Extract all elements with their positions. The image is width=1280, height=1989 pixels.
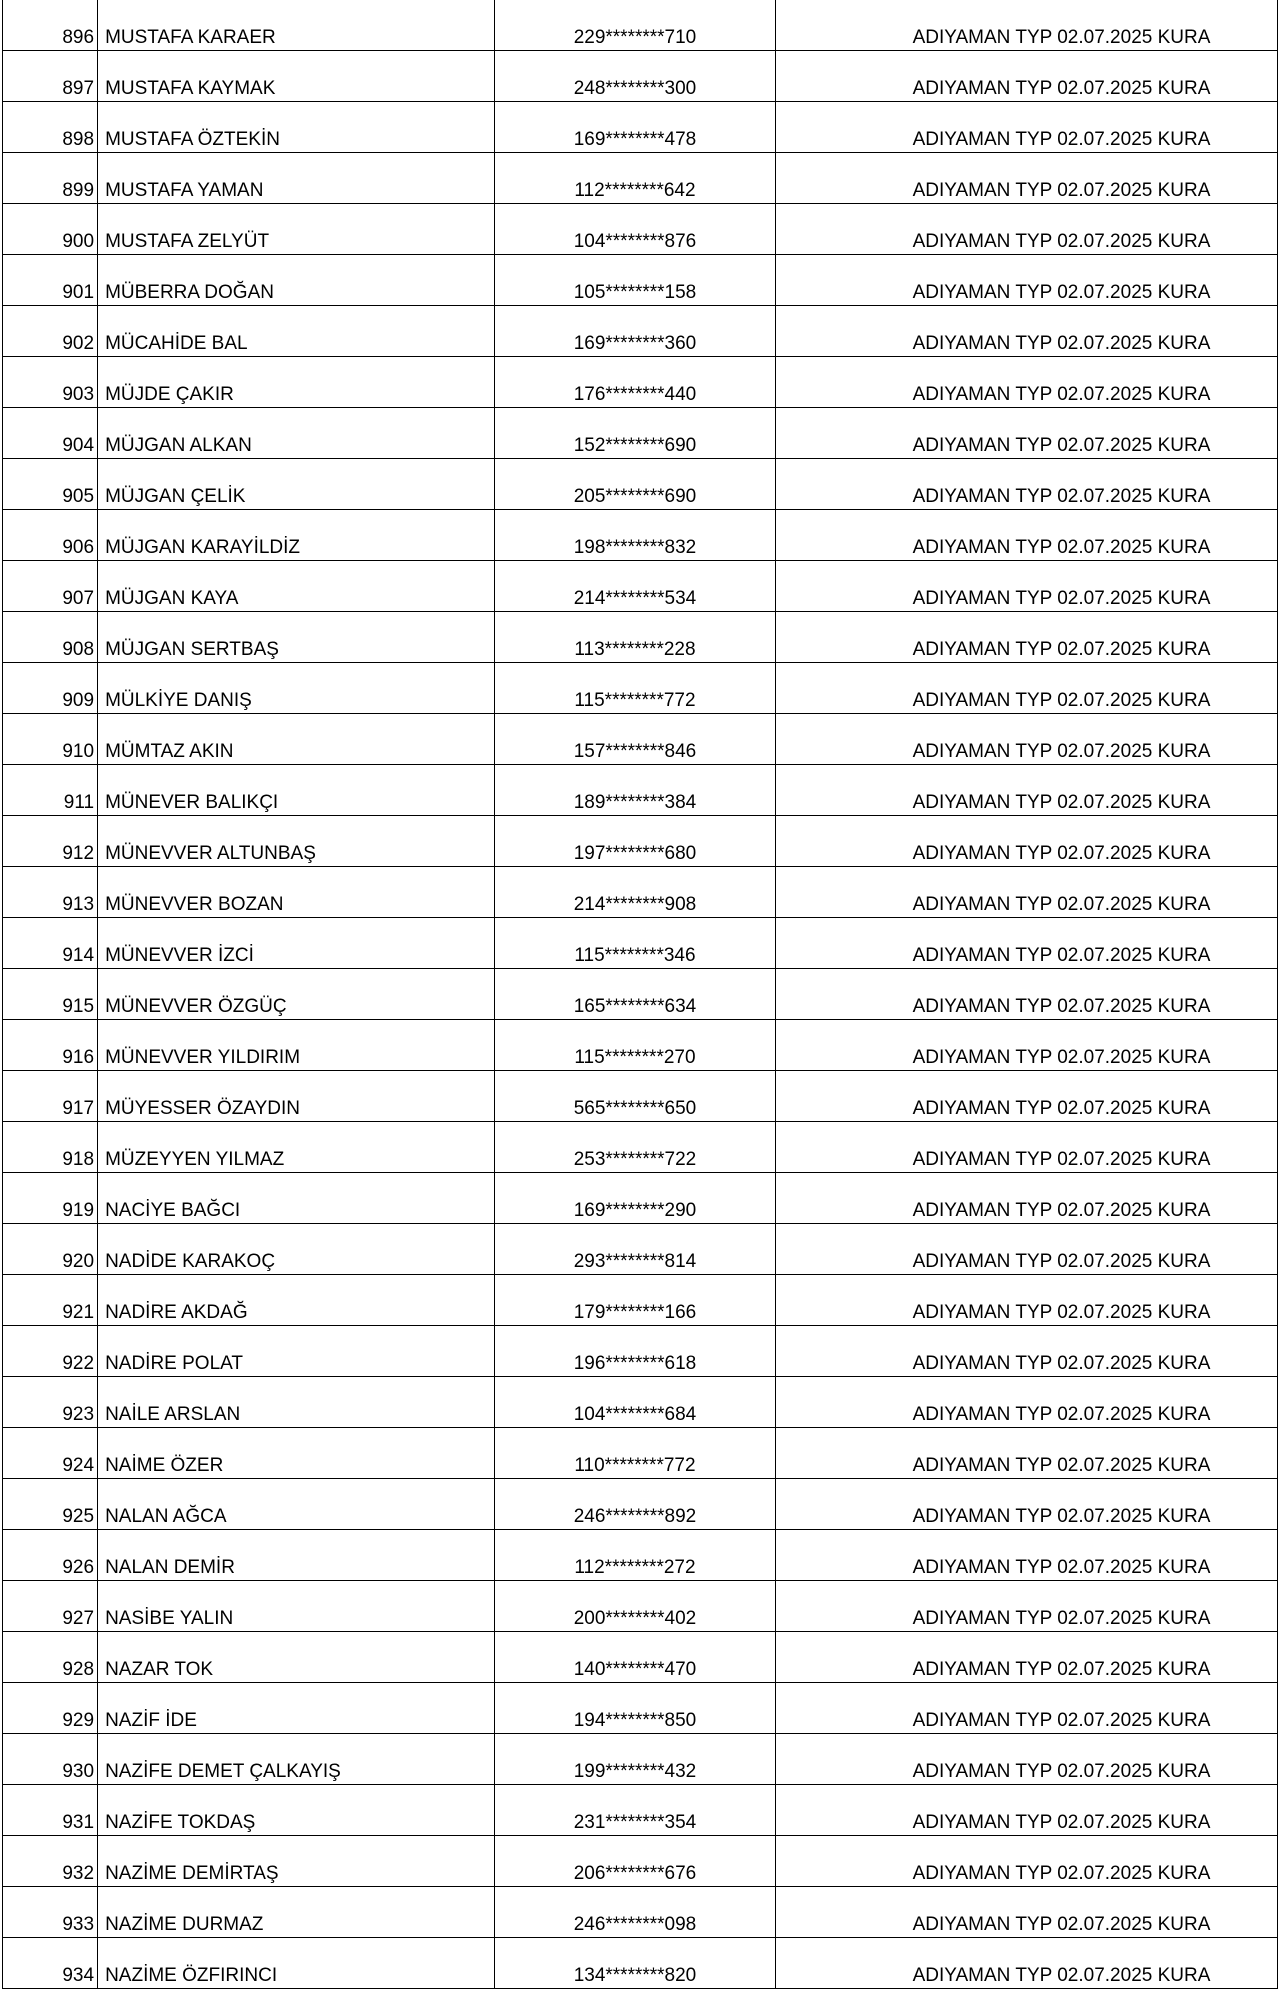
table-row: [3, 357, 1278, 408]
full-name-cell: NAİME ÖZER: [98, 1428, 495, 1479]
row-number-cell: 919: [3, 1173, 98, 1224]
table-row: [3, 1020, 1278, 1071]
table-row: [3, 306, 1278, 357]
table-row: [3, 0, 1278, 51]
list-name-cell: ADIYAMAN TYP 02.07.2025 KURA: [775, 969, 1277, 1020]
row-number-cell: 899: [3, 153, 98, 204]
masked-id-cell: 206********676: [495, 1836, 775, 1887]
table-row: [3, 1428, 1278, 1479]
table-row: [3, 561, 1278, 612]
list-name-cell: ADIYAMAN TYP 02.07.2025 KURA: [775, 765, 1277, 816]
table-row: [3, 153, 1278, 204]
result-table: [2, 0, 1278, 1989]
table-row: [3, 1224, 1278, 1275]
table-row: [3, 1887, 1278, 1938]
table-row: [3, 612, 1278, 663]
row-number-cell: 910: [3, 714, 98, 765]
list-name-cell: ADIYAMAN TYP 02.07.2025 KURA: [775, 0, 1277, 51]
row-number-cell: 920: [3, 1224, 98, 1275]
full-name-cell: NAZİME DURMAZ: [98, 1887, 495, 1938]
full-name-cell: MÜCAHİDE BAL: [98, 306, 495, 357]
table-row: [3, 663, 1278, 714]
table-row: [3, 1530, 1278, 1581]
row-number-cell: 900: [3, 204, 98, 255]
masked-id-cell: 115********270: [495, 1020, 775, 1071]
full-name-cell: MUSTAFA ÖZTEKİN: [98, 102, 495, 153]
row-number-cell: 918: [3, 1122, 98, 1173]
masked-id-cell: 115********772: [495, 663, 775, 714]
row-number-cell: 901: [3, 255, 98, 306]
list-name-cell: ADIYAMAN TYP 02.07.2025 KURA: [775, 306, 1277, 357]
masked-id-cell: 179********166: [495, 1275, 775, 1326]
full-name-cell: NAİLE ARSLAN: [98, 1377, 495, 1428]
masked-id-cell: 293********814: [495, 1224, 775, 1275]
masked-id-cell: 246********892: [495, 1479, 775, 1530]
row-number-cell: 927: [3, 1581, 98, 1632]
list-name-cell: ADIYAMAN TYP 02.07.2025 KURA: [775, 1887, 1277, 1938]
full-name-cell: NACİYE BAĞCI: [98, 1173, 495, 1224]
table-row: [3, 969, 1278, 1020]
full-name-cell: MÜMTAZ AKIN: [98, 714, 495, 765]
table-row: [3, 1071, 1278, 1122]
full-name-cell: NADİRE AKDAĞ: [98, 1275, 495, 1326]
masked-id-cell: 104********876: [495, 204, 775, 255]
full-name-cell: NADİRE POLAT: [98, 1326, 495, 1377]
list-name-cell: ADIYAMAN TYP 02.07.2025 KURA: [775, 1275, 1277, 1326]
table-row: [3, 1683, 1278, 1734]
list-name-cell: ADIYAMAN TYP 02.07.2025 KURA: [775, 1071, 1277, 1122]
masked-id-cell: 231********354: [495, 1785, 775, 1836]
table-row: [3, 1479, 1278, 1530]
row-number-cell: 916: [3, 1020, 98, 1071]
row-number-cell: 904: [3, 408, 98, 459]
masked-id-cell: 196********618: [495, 1326, 775, 1377]
masked-id-cell: 104********684: [495, 1377, 775, 1428]
list-name-cell: ADIYAMAN TYP 02.07.2025 KURA: [775, 1428, 1277, 1479]
masked-id-cell: 112********272: [495, 1530, 775, 1581]
row-number-cell: 905: [3, 459, 98, 510]
masked-id-cell: 248********300: [495, 51, 775, 102]
table-row: [3, 1938, 1278, 1989]
table-row: [3, 1377, 1278, 1428]
list-name-cell: ADIYAMAN TYP 02.07.2025 KURA: [775, 1734, 1277, 1785]
masked-id-cell: 200********402: [495, 1581, 775, 1632]
row-number-cell: 924: [3, 1428, 98, 1479]
full-name-cell: NASİBE YALIN: [98, 1581, 495, 1632]
table-row: [3, 1581, 1278, 1632]
masked-id-cell: 199********432: [495, 1734, 775, 1785]
list-name-cell: ADIYAMAN TYP 02.07.2025 KURA: [775, 1683, 1277, 1734]
list-name-cell: ADIYAMAN TYP 02.07.2025 KURA: [775, 459, 1277, 510]
masked-id-cell: 169********478: [495, 102, 775, 153]
list-name-cell: ADIYAMAN TYP 02.07.2025 KURA: [775, 102, 1277, 153]
row-number-cell: 915: [3, 969, 98, 1020]
row-number-cell: 911: [3, 765, 98, 816]
full-name-cell: NADİDE KARAKOÇ: [98, 1224, 495, 1275]
row-number-cell: 931: [3, 1785, 98, 1836]
list-name-cell: ADIYAMAN TYP 02.07.2025 KURA: [775, 1530, 1277, 1581]
list-name-cell: ADIYAMAN TYP 02.07.2025 KURA: [775, 1836, 1277, 1887]
list-name-cell: ADIYAMAN TYP 02.07.2025 KURA: [775, 204, 1277, 255]
full-name-cell: MÜNEVVER ALTUNBAŞ: [98, 816, 495, 867]
table-row: [3, 51, 1278, 102]
full-name-cell: NAZİFE TOKDAŞ: [98, 1785, 495, 1836]
full-name-cell: MÜNEVVER İZCİ: [98, 918, 495, 969]
full-name-cell: MÜZEYYEN YILMAZ: [98, 1122, 495, 1173]
list-name-cell: ADIYAMAN TYP 02.07.2025 KURA: [775, 153, 1277, 204]
masked-id-cell: 253********722: [495, 1122, 775, 1173]
row-number-cell: 903: [3, 357, 98, 408]
row-number-cell: 896: [3, 0, 98, 51]
masked-id-cell: 152********690: [495, 408, 775, 459]
full-name-cell: MÜBERRA DOĞAN: [98, 255, 495, 306]
row-number-cell: 926: [3, 1530, 98, 1581]
table-row: [3, 918, 1278, 969]
table-row: [3, 255, 1278, 306]
list-name-cell: ADIYAMAN TYP 02.07.2025 KURA: [775, 1173, 1277, 1224]
masked-id-cell: 169********360: [495, 306, 775, 357]
masked-id-cell: 157********846: [495, 714, 775, 765]
full-name-cell: NAZAR TOK: [98, 1632, 495, 1683]
masked-id-cell: 112********642: [495, 153, 775, 204]
row-number-cell: 921: [3, 1275, 98, 1326]
table-row: [3, 408, 1278, 459]
masked-id-cell: 194********850: [495, 1683, 775, 1734]
row-number-cell: 907: [3, 561, 98, 612]
full-name-cell: MUSTAFA KAYMAK: [98, 51, 495, 102]
list-name-cell: ADIYAMAN TYP 02.07.2025 KURA: [775, 714, 1277, 765]
row-number-cell: 906: [3, 510, 98, 561]
list-name-cell: ADIYAMAN TYP 02.07.2025 KURA: [775, 1479, 1277, 1530]
table-row: [3, 459, 1278, 510]
list-name-cell: ADIYAMAN TYP 02.07.2025 KURA: [775, 612, 1277, 663]
table-row: [3, 1275, 1278, 1326]
masked-id-cell: 214********534: [495, 561, 775, 612]
full-name-cell: MÜNEVER BALIKÇI: [98, 765, 495, 816]
table-row: [3, 1734, 1278, 1785]
full-name-cell: MÜJDE ÇAKIR: [98, 357, 495, 408]
row-number-cell: 928: [3, 1632, 98, 1683]
list-name-cell: ADIYAMAN TYP 02.07.2025 KURA: [775, 510, 1277, 561]
full-name-cell: MÜNEVVER YILDIRIM: [98, 1020, 495, 1071]
full-name-cell: MUSTAFA YAMAN: [98, 153, 495, 204]
table-row: [3, 1173, 1278, 1224]
list-name-cell: ADIYAMAN TYP 02.07.2025 KURA: [775, 1122, 1277, 1173]
full-name-cell: MÜLKİYE DANIŞ: [98, 663, 495, 714]
row-number-cell: 932: [3, 1836, 98, 1887]
list-name-cell: ADIYAMAN TYP 02.07.2025 KURA: [775, 1224, 1277, 1275]
list-name-cell: ADIYAMAN TYP 02.07.2025 KURA: [775, 663, 1277, 714]
full-name-cell: NALAN DEMİR: [98, 1530, 495, 1581]
row-number-cell: 897: [3, 51, 98, 102]
list-name-cell: ADIYAMAN TYP 02.07.2025 KURA: [775, 918, 1277, 969]
table-row: [3, 765, 1278, 816]
full-name-cell: NAZİME DEMİRTAŞ: [98, 1836, 495, 1887]
masked-id-cell: 229********710: [495, 0, 775, 51]
row-number-cell: 934: [3, 1938, 98, 1989]
list-name-cell: ADIYAMAN TYP 02.07.2025 KURA: [775, 1938, 1277, 1989]
list-name-cell: ADIYAMAN TYP 02.07.2025 KURA: [775, 51, 1277, 102]
full-name-cell: MÜNEVVER ÖZGÜÇ: [98, 969, 495, 1020]
list-name-cell: ADIYAMAN TYP 02.07.2025 KURA: [775, 1785, 1277, 1836]
table-row: [3, 1632, 1278, 1683]
masked-id-cell: 169********290: [495, 1173, 775, 1224]
masked-id-cell: 198********832: [495, 510, 775, 561]
full-name-cell: MÜJGAN KARAYİLDİZ: [98, 510, 495, 561]
list-name-cell: ADIYAMAN TYP 02.07.2025 KURA: [775, 1632, 1277, 1683]
full-name-cell: MÜYESSER ÖZAYDIN: [98, 1071, 495, 1122]
full-name-cell: MÜNEVVER BOZAN: [98, 867, 495, 918]
masked-id-cell: 197********680: [495, 816, 775, 867]
masked-id-cell: 189********384: [495, 765, 775, 816]
list-name-cell: ADIYAMAN TYP 02.07.2025 KURA: [775, 867, 1277, 918]
list-name-cell: ADIYAMAN TYP 02.07.2025 KURA: [775, 1020, 1277, 1071]
row-number-cell: 933: [3, 1887, 98, 1938]
row-number-cell: 925: [3, 1479, 98, 1530]
table-row: [3, 510, 1278, 561]
full-name-cell: MÜJGAN SERTBAŞ: [98, 612, 495, 663]
table-row: [3, 714, 1278, 765]
row-number-cell: 898: [3, 102, 98, 153]
masked-id-cell: 134********820: [495, 1938, 775, 1989]
list-name-cell: ADIYAMAN TYP 02.07.2025 KURA: [775, 357, 1277, 408]
row-number-cell: 929: [3, 1683, 98, 1734]
full-name-cell: NALAN AĞCA: [98, 1479, 495, 1530]
list-name-cell: ADIYAMAN TYP 02.07.2025 KURA: [775, 255, 1277, 306]
list-name-cell: ADIYAMAN TYP 02.07.2025 KURA: [775, 816, 1277, 867]
masked-id-cell: 214********908: [495, 867, 775, 918]
row-number-cell: 908: [3, 612, 98, 663]
masked-id-cell: 110********772: [495, 1428, 775, 1479]
table-row: [3, 102, 1278, 153]
row-number-cell: 914: [3, 918, 98, 969]
masked-id-cell: 246********098: [495, 1887, 775, 1938]
list-name-cell: ADIYAMAN TYP 02.07.2025 KURA: [775, 561, 1277, 612]
list-name-cell: ADIYAMAN TYP 02.07.2025 KURA: [775, 408, 1277, 459]
row-number-cell: 923: [3, 1377, 98, 1428]
table-row: [3, 204, 1278, 255]
table-row: [3, 867, 1278, 918]
table-row: [3, 1122, 1278, 1173]
full-name-cell: MÜJGAN ALKAN: [98, 408, 495, 459]
full-name-cell: NAZİME ÖZFIRINCI: [98, 1938, 495, 1989]
full-name-cell: MUSTAFA ZELYÜT: [98, 204, 495, 255]
full-name-cell: MÜJGAN ÇELİK: [98, 459, 495, 510]
table-row: [3, 1326, 1278, 1377]
masked-id-cell: 113********228: [495, 612, 775, 663]
row-number-cell: 902: [3, 306, 98, 357]
masked-id-cell: 115********346: [495, 918, 775, 969]
full-name-cell: MUSTAFA KARAER: [98, 0, 495, 51]
row-number-cell: 922: [3, 1326, 98, 1377]
row-number-cell: 917: [3, 1071, 98, 1122]
masked-id-cell: 205********690: [495, 459, 775, 510]
masked-id-cell: 165********634: [495, 969, 775, 1020]
masked-id-cell: 140********470: [495, 1632, 775, 1683]
row-number-cell: 912: [3, 816, 98, 867]
masked-id-cell: 565********650: [495, 1071, 775, 1122]
list-name-cell: ADIYAMAN TYP 02.07.2025 KURA: [775, 1326, 1277, 1377]
table-row: [3, 1785, 1278, 1836]
full-name-cell: NAZİFE DEMET ÇALKAYIŞ: [98, 1734, 495, 1785]
table-row: [3, 1836, 1278, 1887]
row-number-cell: 930: [3, 1734, 98, 1785]
table-body: [3, 0, 1278, 1989]
row-number-cell: 909: [3, 663, 98, 714]
list-name-cell: ADIYAMAN TYP 02.07.2025 KURA: [775, 1377, 1277, 1428]
list-name-cell: ADIYAMAN TYP 02.07.2025 KURA: [775, 1581, 1277, 1632]
table-row: [3, 816, 1278, 867]
full-name-cell: MÜJGAN KAYA: [98, 561, 495, 612]
row-number-cell: 913: [3, 867, 98, 918]
masked-id-cell: 176********440: [495, 357, 775, 408]
full-name-cell: NAZİF İDE: [98, 1683, 495, 1734]
masked-id-cell: 105********158: [495, 255, 775, 306]
